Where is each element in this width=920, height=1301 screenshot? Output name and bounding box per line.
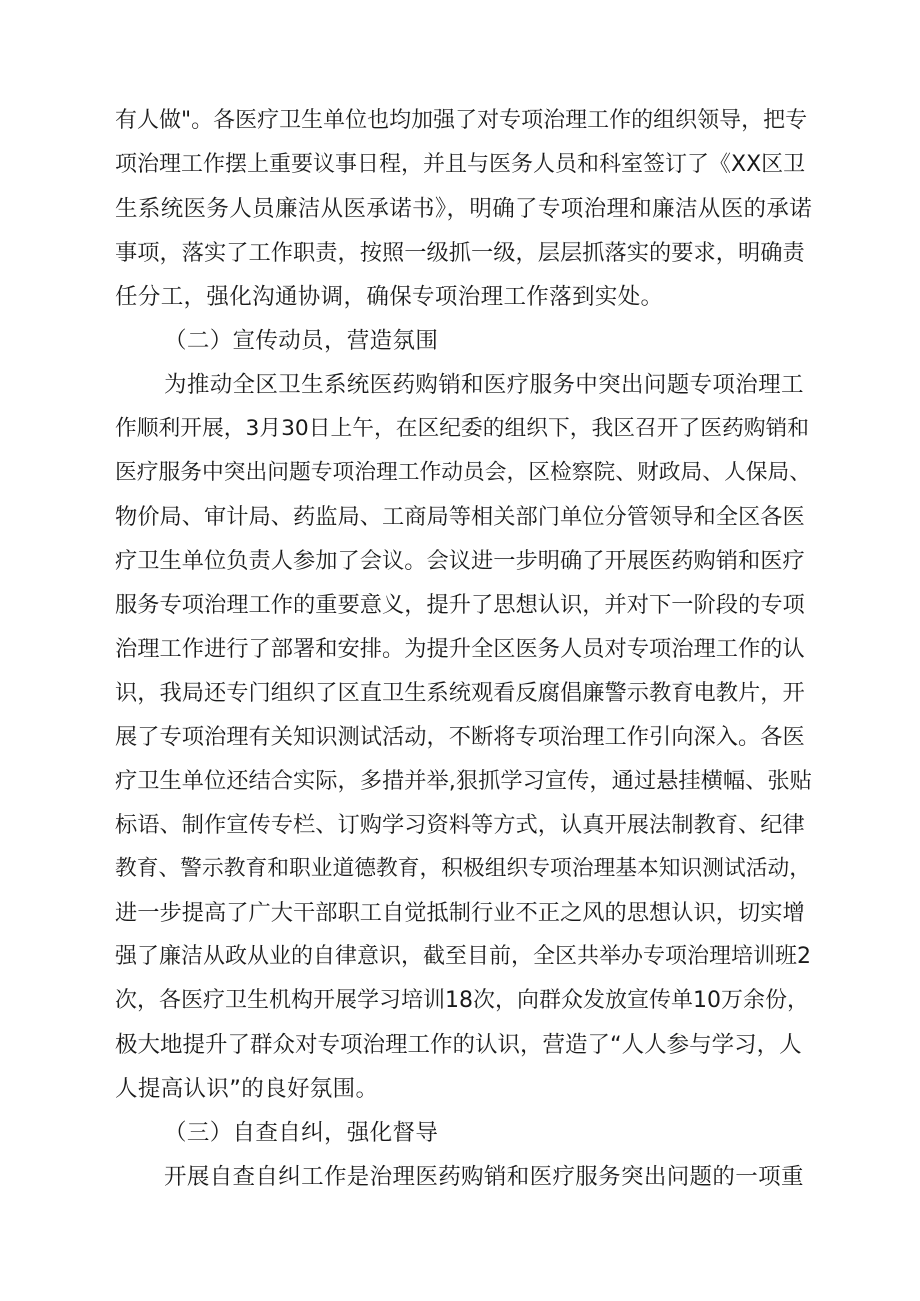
paragraph-line: 作顺利开展，3月30日上午，在区纪委的组织下，我区召开了医药购销和: [115, 416, 810, 441]
section-heading: （二）宣传动员，营造氛围: [164, 328, 439, 354]
paragraph-line: 人提高认识”的良好氛围。: [115, 1076, 379, 1102]
paragraph-line: 标语、制作宣传专栏、订购学习资料等方式，认真开展法制教育、纪律: [115, 812, 805, 838]
paragraph-line: 疗卫生单位还结合实际，多措并举,狠抓学习宣传，通过悬挂横幅、张贴: [115, 768, 812, 794]
paragraph-line: 疗卫生单位负责人参加了会议。会议进一步明确了开展医药购销和医疗: [115, 548, 805, 574]
paragraph-line: 教育、警示教育和职业道德教育，积极组织专项治理基本知识测试活动，: [115, 856, 811, 881]
paragraph-line: 有人做"。各医疗卫生单位也均加强了对专项治理工作的组织领导，把专: [115, 108, 808, 133]
paragraph-line: 物价局、审计局、药监局、工商局等相关部门单位分管领导和全区各医: [115, 504, 805, 530]
paragraph-line: 强了廉洁从政从业的自律意识，截至目前，全区共举办专项治理培训班2: [115, 944, 811, 969]
paragraph-line: 医疗服务中突出问题专项治理工作动员会，区检察院、财政局、人保局、: [115, 460, 811, 485]
paragraph-line: 识，我局还专门组织了区直卫生系统观看反腐倡廉警示教育电教片，开: [115, 680, 805, 706]
paragraph-line: 极大地提升了群众对专项治理工作的认识，营造了“人人参与学习，人: [115, 1032, 802, 1058]
section-heading: （三）自查自纠，强化督导: [164, 1120, 439, 1146]
paragraph-line: 生系统医务人员廉洁从医承诺书》，明确了专项治理和廉洁从医的承诺: [115, 196, 813, 222]
paragraph-line: 事项，落实了工作职责，按照一级抓一级，层层抓落实的要求，明确责: [115, 240, 805, 266]
paragraph-line: 服务专项治理工作的重要意义，提升了思想认识，并对下一阶段的专项: [115, 592, 805, 618]
paragraph-line: 治理工作进行了部署和安排。为提升全区医务人员对专项治理工作的认: [115, 636, 805, 662]
paragraph-line: 开展自查自纠工作是治理医药购销和医疗服务突出问题的一项重: [164, 1164, 804, 1190]
paragraph-line: 次，各医疗卫生机构开展学习培训18次，向群众发放宣传单10万余份，: [115, 988, 809, 1013]
paragraph-line: 进一步提高了广大干部职工自觉抵制行业不正之风的思想认识，切实增: [115, 900, 805, 926]
paragraph-line: 展了专项治理有关知识测试活动，不断将专项治理工作引向深入。各医: [115, 724, 805, 750]
paragraph-line: 任分工，强化沟通协调，确保专项治理工作落到实处。: [115, 284, 664, 310]
paragraph-line: 为推动全区卫生系统医药购销和医疗服务中突出问题专项治理工: [164, 372, 804, 398]
paragraph-line: 项治理工作摆上重要议事日程，并且与医务人员和科室签订了《XX区卫: [115, 152, 806, 177]
